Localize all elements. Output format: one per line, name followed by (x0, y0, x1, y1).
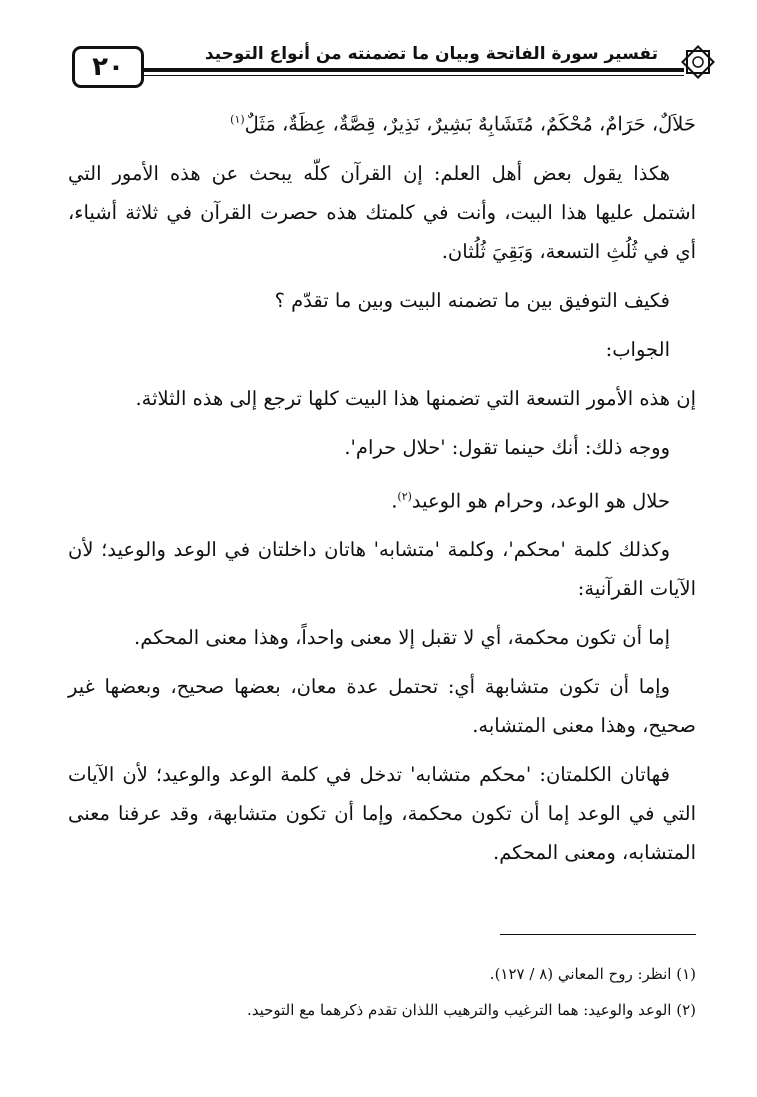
paragraph: وإما أن تكون متشابهة أي: تحتمل عدة معان، بعضها صحيح، وبعضها غير صحيح، وهذا معنى المتشابه. (68, 675, 696, 737)
running-title: تفسير سورة الفاتحة وبيان ما تضمنته من أنواع التوحيد (199, 44, 664, 64)
paragraph: وكذلك كلمة 'محكم'، وكلمة 'متشابه' هاتان داخلتان في الوعد والوعيد؛ لأن الآيات القرآنية: (68, 538, 696, 600)
paragraph: فكيف التوفيق بين ما تضمنه البيت وبين ما تقدّم ؟ (274, 288, 670, 312)
footnotes (68, 956, 696, 1028)
paragraph: إما أن تكون محكمة، أي لا تقبل إلا معنى واحداً، وهذا معنى المحكم. (134, 626, 670, 649)
octagram-ornament-icon (680, 44, 716, 80)
page-header (60, 38, 700, 94)
paragraph: إن هذه الأمور التسعة التي تضمنها هذا البيت كلها ترجع إلى هذه الثلاثة. (135, 386, 696, 410)
main-text (68, 100, 696, 882)
footnote-separator (500, 934, 696, 935)
paragraph: ووجه ذلك: أنك حينما تقول: 'حلال حرام'. (344, 435, 670, 459)
footnote: (٢) الوعد والوعيد: هما الترغيب والترهيب اللذان تقدم ذكرهما مع التوحيد. (246, 1001, 696, 1019)
paragraph: الجواب: (605, 337, 670, 361)
footnote-ref: (٢) (397, 489, 412, 503)
header-rule-thick (140, 68, 684, 72)
paragraph: حلال هو الوعد، وحرام هو الوعيد$^{(٢)}$. (391, 489, 670, 512)
footnote-ref: (١) (230, 113, 245, 126)
paragraph: حَلاَلٌ، حَرَامٌ، مُحْكَمٌ، مُتَشَابِهٌ بَشِيرٌ، نَذِيرٌ، قِصَّةٌ، عِظَةٌ، مَثَلٌ$^{(١)}$ (230, 112, 696, 136)
footnote: (١) انظر: روح المعاني (٨ / ١٢٧). (489, 965, 696, 983)
paragraph: هكذا يقول بعض أهل العلم: إن القرآن كلّه يبحث عن هذه الأمور التي اشتمل عليها هذا البيت، وأنت في كلمتك هذه حصرت القرآن في ثلاثة أشياء، أي في ثُلُثِ التسعة، وَبَقِيَ ثُلُثان. (68, 161, 696, 263)
page-number: ٢٠ (72, 46, 144, 88)
paragraph: فهاتان الكلمتان: 'محكم متشابه' تدخل في كلمة الوعد والوعيد؛ لأن الآيات التي في الوعد إما أن تكون محكمة، وإما أن تكون متشابهة، وقد عرفنا معنى المتشابه، ومعنى المحكم. (68, 763, 696, 864)
header-rule-thin (140, 75, 684, 76)
